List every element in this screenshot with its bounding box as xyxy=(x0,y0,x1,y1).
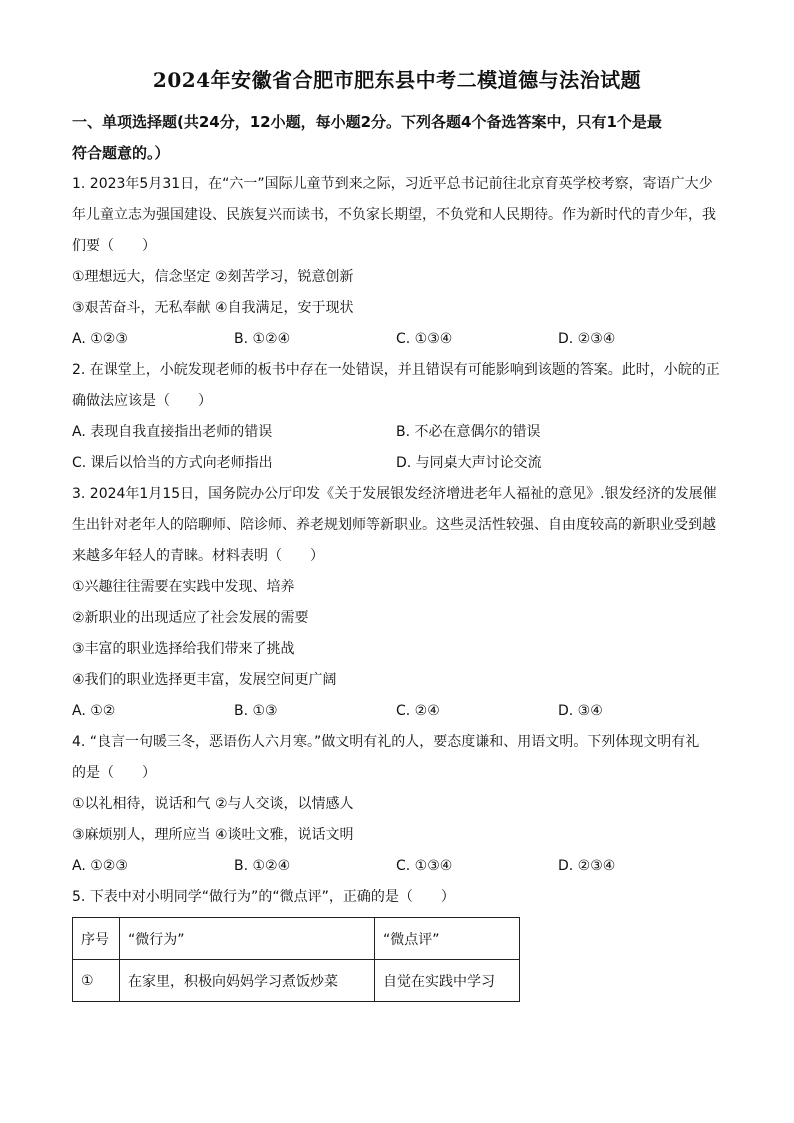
option-c: C. ①③④ xyxy=(396,331,453,347)
table-header-cell: “微点评” xyxy=(375,918,520,960)
question-stem: 4. “良言一句暖三冬，恶语伤人六月寒。”做文明有礼的人，要态度谦和、用语文明。下列体现文明有礼 xyxy=(72,734,700,750)
table-header-cell: 序号 xyxy=(73,918,120,960)
answer-options xyxy=(72,851,722,882)
option-a: A. ①② xyxy=(72,703,116,719)
answer-options-row xyxy=(72,417,722,448)
statement-line: ③艰苦奋斗，无私奉献 ④自我满足，安于现状 xyxy=(72,300,354,316)
statement-line: ④我们的职业选择更丰富，发展空间更广阔 xyxy=(72,672,337,688)
option-b: B. 不必在意偶尔的错误 xyxy=(396,424,541,440)
exam-page xyxy=(72,64,722,1002)
option-c: C. ①③④ xyxy=(396,858,453,874)
table-cell: 在家里，积极向妈妈学习煮饭炒菜 xyxy=(120,960,375,1002)
question-stem: 来越多年轻人的青睐。材料表明（ ） xyxy=(72,548,324,564)
question-3 xyxy=(72,479,722,727)
answer-options xyxy=(72,696,722,727)
statement-line: ③麻烦别人，理所应当 ④谈吐文雅，说话文明 xyxy=(72,827,354,843)
option-d: D. ③④ xyxy=(558,703,603,719)
question-2 xyxy=(72,355,722,479)
evaluation-table xyxy=(72,917,520,1002)
page-title: 2024年安徽省合肥市肥东县中考二模道德与法治试题 xyxy=(152,68,642,92)
answer-options xyxy=(72,324,722,355)
question-stem: 2. 在课堂上，小皖发现老师的板书中存在一处错误，并且错误有可能影响到该题的答案。此时，小皖的正 xyxy=(72,362,720,378)
option-c: C. ②④ xyxy=(396,703,440,719)
question-stem: 3. 2024年1月15日，国务院办公厅印发《关于发展银发经济增进老年人福祉的意见》.银发经济的发展催 xyxy=(72,486,717,502)
option-b: B. ①③ xyxy=(234,703,278,719)
statement-line: ①理想远大，信念坚定 ②刻苦学习，锐意创新 xyxy=(72,269,354,285)
question-stem: 们要（ ） xyxy=(72,238,156,254)
statement-line: ①以礼相待，说话和气 ②与人交谈，以情感人 xyxy=(72,796,354,812)
section-heading-line2: 符合题意的。） xyxy=(72,144,170,162)
option-b: B. ①②④ xyxy=(234,331,291,347)
option-d: D. ②③④ xyxy=(558,331,616,347)
table-header-cell: “微行为” xyxy=(120,918,375,960)
table-cell: ① xyxy=(73,960,120,1002)
option-d: D. 与同桌大声讨论交流 xyxy=(396,455,542,471)
statement-line: ②新职业的出现适应了社会发展的需要 xyxy=(72,610,309,626)
table-header-row xyxy=(73,918,520,960)
option-a: A. 表现自我直接指出老师的错误 xyxy=(72,424,273,440)
question-stem: 的是（ ） xyxy=(72,765,156,781)
question-stem: 1. 2023年5月31日，在“六一”国际儿童节到来之际，习近平总书记前往北京育英学校考察，寄语广大少 xyxy=(72,176,713,192)
option-b: B. ①②④ xyxy=(234,858,291,874)
question-5 xyxy=(72,882,722,1002)
question-stem: 确做法应该是（ ） xyxy=(72,393,212,409)
table-row xyxy=(73,960,520,1002)
statement-line: ①兴趣往往需要在实践中发现、培养 xyxy=(72,579,295,595)
option-d: D. ②③④ xyxy=(558,858,616,874)
answer-options-row xyxy=(72,448,722,479)
section-heading-line1: 一、单项选择题(共24分，12小题，每小题2分。下列各题4个备选答案中，只有1个是最 xyxy=(72,113,662,131)
statement-line: ③丰富的职业选择给我们带来了挑战 xyxy=(72,641,295,657)
table-cell: 自觉在实践中学习 xyxy=(375,960,520,1002)
question-stem: 年儿童立志为强国建设、民族复兴而读书，不负家长期望，不负党和人民期待。作为新时代的青少年，我 xyxy=(72,207,716,223)
option-a: A. ①②③ xyxy=(72,858,128,874)
option-a: A. ①②③ xyxy=(72,331,128,347)
question-stem: 生出针对老年人的陪聊师、陪诊师、养老规划师等新职业。这些灵活性较强、自由度较高的新职业受到越 xyxy=(72,517,716,533)
question-stem: 5. 下表中对小明同学“做行为”的“微点评”，正确的是（ ） xyxy=(72,889,455,905)
option-c: C. 课后以恰当的方式向老师指出 xyxy=(72,455,273,471)
question-4 xyxy=(72,727,722,882)
question-1 xyxy=(72,169,722,355)
